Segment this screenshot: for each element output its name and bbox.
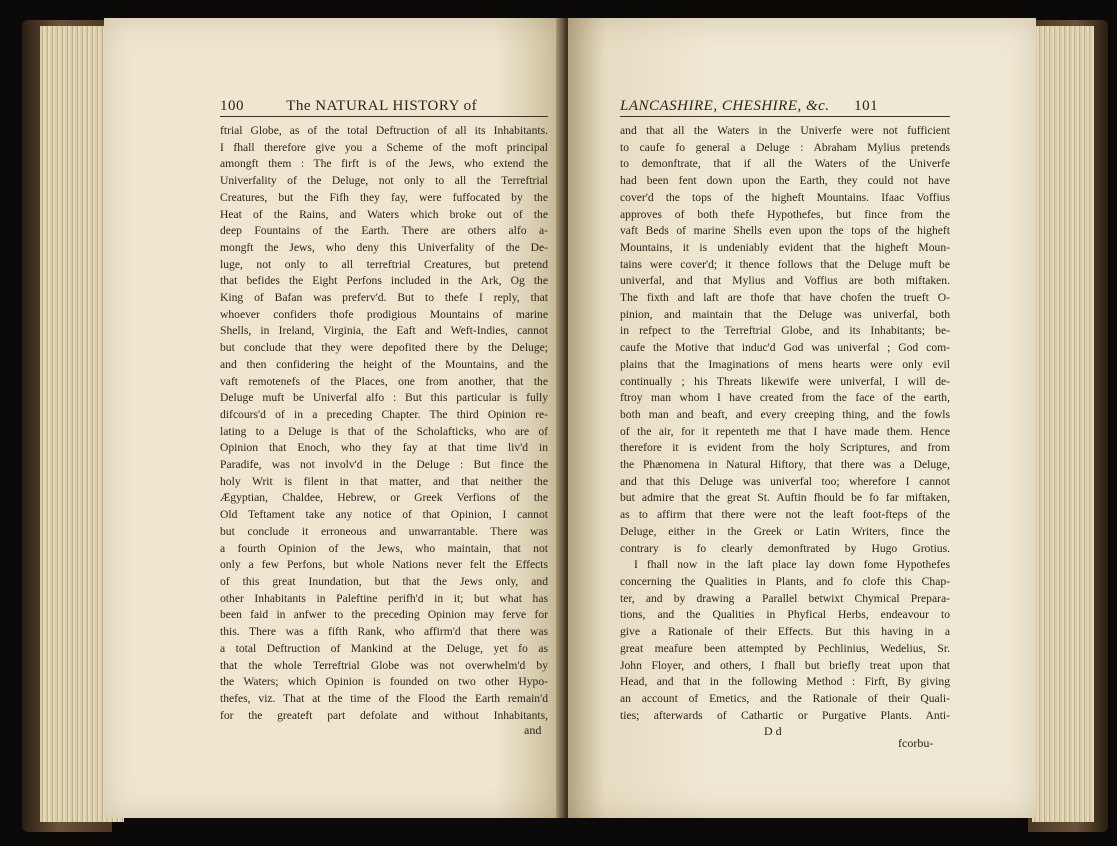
text-line: the Waters; which Opinion is founded on two other Hypo- xyxy=(220,675,548,689)
text-line: ter, and by drawing a Parallel betwixt Chymical Prepara- xyxy=(620,591,950,605)
right-page xyxy=(568,18,1036,818)
text-line: Univerfality of the Deluge, not only to all the Terreftrial xyxy=(220,174,548,188)
left-catchword: and xyxy=(524,723,542,737)
text-line: Opinion that Enoch, who they fay at that time liv'd in xyxy=(220,441,548,455)
text-line: a fourth Opinion of the Jews, who maintain, that not xyxy=(220,541,548,555)
text-line: give a Rationale of their Effects. But this having in a xyxy=(620,625,950,639)
text-line: ftrial Globe, as of the total Deftruction of all its Inhabitants. xyxy=(220,124,548,137)
text-line: of this great Inundation, but that the Jews only, and xyxy=(220,574,548,588)
text-line: difcours'd of in a preceding Chapter. The third Opinion re- xyxy=(220,407,548,421)
right-running-head: LANCASHIRE, CHESHIRE, &c. xyxy=(620,98,830,114)
text-line: ftroy man whom I have created from the face of the earth, xyxy=(620,391,950,405)
text-line: Shells, in Ireland, Virginia, the Eaft and Weft-Indies, cannot xyxy=(220,324,548,338)
text-line: been faid in anfwer to the preceding Opinion may ferve for xyxy=(220,608,548,622)
text-line: holy Writ is filent in that matter, and that neither the xyxy=(220,474,548,488)
text-line: this. There was a fifth Rank, who affirm'd that there was xyxy=(220,625,548,639)
text-line: Creatures, but the Fifh they fay, were fuffocated by the xyxy=(220,190,548,204)
text-line: lating to a Deluge is that of the Scholafticks, who are of xyxy=(220,424,548,438)
text-line: vaft remotenefs of the Places, one from another, that the xyxy=(220,374,548,388)
signature-mark: D d xyxy=(764,724,782,738)
text-line: Paradife, was not involv'd in the Deluge : But fince the xyxy=(220,458,548,472)
text-line: and then confidering the height of the Mountains, and the xyxy=(220,357,548,371)
text-line: King of Bafan was preferv'd. But to thefe I reply, that xyxy=(220,291,548,305)
open-book xyxy=(22,12,1108,840)
left-page-body xyxy=(220,123,548,724)
left-running-head: The NATURAL HISTORY of xyxy=(286,98,478,114)
text-line: that the whole Terreftrial Globe was not overwhelm'd by xyxy=(220,658,548,672)
text-line: Deluge, either in the Greek or Latin Writers, fince the xyxy=(620,524,950,538)
right-page-number: 101 xyxy=(854,98,879,114)
right-page-header xyxy=(620,98,878,115)
text-line: and that this Deluge was univerfal too; wherefore I cannot xyxy=(620,474,950,488)
left-page-header xyxy=(220,98,477,115)
text-line: luge, not only to all terreftrial Creatures, but pretend xyxy=(220,257,548,271)
text-line: but conclude that they were depofited there by the Deluge; xyxy=(220,341,548,355)
text-line: great meafure been attempted by Pechlinius, Wedelius, Sr. xyxy=(620,641,950,655)
text-line: whoever confiders thofe prodigious Mountains of marine xyxy=(220,307,548,321)
text-line: Old Teftament take any notice of that Opinion, I cannot xyxy=(220,508,548,522)
text-line: pinion, and maintain that the Deluge was univerfal, both xyxy=(620,307,950,321)
text-line: approves of both thefe Hypothefes, but fince from the xyxy=(620,207,950,221)
text-line: The fixth and laft are thofe that have chofen the trueft O- xyxy=(620,291,950,305)
text-line: univerfal, and that Mylius and Voffius are both miftaken. xyxy=(620,274,950,288)
text-line: to demonftrate, that if all the Waters of the Univerfe xyxy=(620,157,950,171)
text-line: Mountains, it is undeniably evident that the higheft Moun- xyxy=(620,240,950,254)
text-line: deep Fountains of the Earth. There are others alfo a- xyxy=(220,224,548,238)
text-line: thefes, viz. That at the time of the Flood the Earth remain'd xyxy=(220,691,548,705)
text-line: caufe the Motive that induc'd God was univerfal ; God com- xyxy=(620,341,950,355)
page-edges-right xyxy=(1032,26,1094,822)
text-line: Ægyptian, Chaldee, Hebrew, or Greek Verfions of the xyxy=(220,491,548,505)
text-line: amongft them : The firft is of the Jews, who extend the xyxy=(220,157,548,171)
text-line: cover'd the tops of the higheft Mountains. Ifaac Voffius xyxy=(620,190,950,204)
left-page xyxy=(104,18,564,818)
right-catchword: fcorbu- xyxy=(898,736,934,750)
text-line: in refpect to the Terreftrial Globe, and its Inhabitants; be- xyxy=(620,324,950,338)
text-line: but admire that the great St. Auftin fhould be fo far miftaken, xyxy=(620,491,950,505)
text-line: I fhall now in the laft place lay down fome Hypothefes xyxy=(634,558,950,572)
text-line: but conclude it erroneous and unwarrantable. There was xyxy=(220,524,548,538)
text-line: tains were cover'd; it thence follows that the Deluge muft be xyxy=(620,257,950,271)
text-line: Deluge muft be Univerfal alfo : But this particular is fully xyxy=(220,391,548,405)
text-line: contrary is fo clearly demonftrated by Hugo Grotius. xyxy=(620,541,950,555)
text-line: tions, and the Qualities in Phyfical Herbs, endeavour to xyxy=(620,608,950,622)
text-line: mongft the Jews, who deny this Univerfality of the De- xyxy=(220,240,548,254)
text-line: as to affirm that there were not the leaft foot-fteps of the xyxy=(620,508,950,522)
text-line: other Inhabitants in Paleftine perifh'd in it; but what has xyxy=(220,591,548,605)
right-header-rule xyxy=(620,116,950,117)
text-line: an account of Emetics, and the Rationale of their Quali- xyxy=(620,691,950,705)
text-line: I fhall therefore give you a Scheme of the moft principal xyxy=(220,140,548,154)
text-line: concerning the Qualities in Plants, and fo clofe this Chap- xyxy=(620,574,950,588)
text-line: Heat of the Rains, and Waters which broke out of the xyxy=(220,207,548,221)
text-line: ties; afterwards of Cathartic or Purgative Plants. Anti- xyxy=(620,708,950,722)
right-page-body xyxy=(620,123,950,724)
text-line: to caufe fo general a Deluge : Abraham Mylius pretends xyxy=(620,140,950,154)
text-line: and that all the Waters in the Univerfe were not fufficient xyxy=(620,124,950,137)
text-line: plains that the Imaginations of mens hearts were only evil xyxy=(620,357,950,371)
text-line: a total Deftruction of Mankind at the Deluge, yet fo as xyxy=(220,641,548,655)
text-line: the Phænomena in Natural Hiftory, that there was a Deluge, xyxy=(620,458,950,472)
left-header-rule xyxy=(220,116,548,117)
text-line: continually ; his Threats likewife were univerfal, I will de- xyxy=(620,374,950,388)
text-line: that befides the Eight Perfons included in the Ark, Og the xyxy=(220,274,548,288)
text-line: only a few Perfons, but whole Nations never felt the Effects xyxy=(220,558,548,572)
text-line: therefore it is evident from the holy Scriptures, and from xyxy=(620,441,950,455)
text-line: for the greateft part defolate and without Inhabitants, xyxy=(220,708,548,722)
left-page-number: 100 xyxy=(220,98,244,114)
text-line: John Floyer, and others, I fhall but briefly treat upon that xyxy=(620,658,950,672)
text-line: had been fent down upon the Earth, they could not have xyxy=(620,174,950,188)
text-line: of the air, for it repenteth me that I have made them. Hence xyxy=(620,424,950,438)
text-line: Head, and that in the following Method : Firft, By giving xyxy=(620,675,950,689)
text-line: vaft Beds of marine Shells even upon the tops of the higheft xyxy=(620,224,950,238)
text-line: both man and beaft, and every creeping thing, and the fowls xyxy=(620,407,950,421)
